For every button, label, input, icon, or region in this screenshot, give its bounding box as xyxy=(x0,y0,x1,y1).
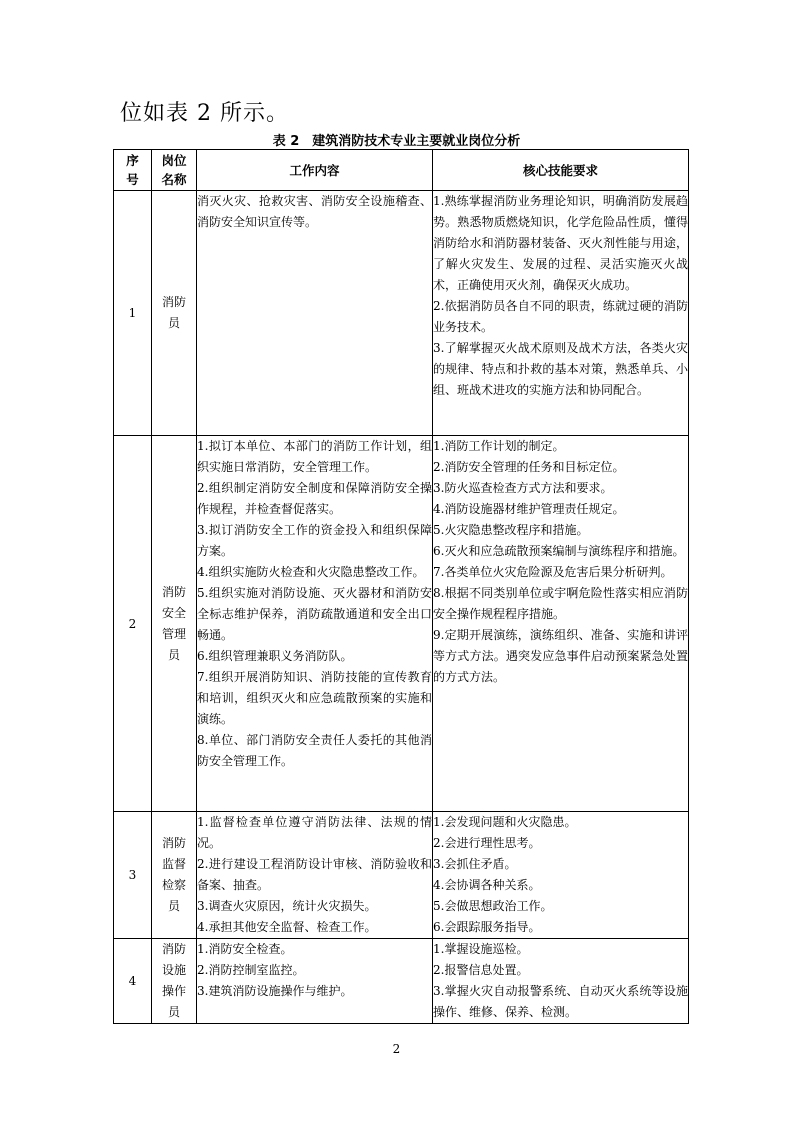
intro-text: 位如表 2 所示。 xyxy=(120,101,289,126)
position-line: 设施 xyxy=(161,963,186,977)
work-item: 4.组织实施防火检查和火灾隐患整改工作。 xyxy=(197,565,425,579)
position-line: 员 xyxy=(167,316,180,330)
header-position-line-2: 名称 xyxy=(161,172,187,187)
header-seq-line-2: 号 xyxy=(126,172,139,187)
row-position xyxy=(152,812,197,939)
header-position xyxy=(152,150,197,191)
position-line: 消防 xyxy=(161,942,186,956)
work-item: 1.拟订本单位、本部门的消防工作计划，组织实施日常消防，安全管理工作。 xyxy=(197,439,432,474)
header-skills: 核心技能要求 xyxy=(433,150,689,191)
work-item: 3.建筑消防设施操作与维护。 xyxy=(197,984,353,998)
page-number: 2 xyxy=(392,1042,401,1056)
work-item: 3.拟订消防安全工作的资金投入和组织保障方案。 xyxy=(197,523,432,558)
row-position xyxy=(152,191,197,436)
skill-item: 2.报警信息处置。 xyxy=(433,963,529,977)
table-row xyxy=(114,812,689,939)
skill-item: 6.会跟踪服务指导。 xyxy=(433,920,541,934)
row-seq: 3 xyxy=(114,812,152,939)
position-line: 检察 xyxy=(161,878,186,892)
header-work: 工作内容 xyxy=(197,150,433,191)
position-line: 监督 xyxy=(161,857,186,871)
position-line: 消防 xyxy=(161,584,186,599)
row-skills xyxy=(433,436,689,812)
work-item: 5.组织实施对消防设施、灭火器材和消防安全标志维护保养，消防疏散通道和安全出口畅通。 xyxy=(197,586,432,642)
work-item: 2.进行建设工程消防设计审核、消防验收和备案、抽查。 xyxy=(197,857,432,892)
skill-item: 1.消防工作计划的制定。 xyxy=(433,439,565,453)
skill-item: 2.消防安全管理的任务和目标定位。 xyxy=(433,460,625,474)
skill-item: 3.会抓住矛盾。 xyxy=(433,857,517,871)
table-row xyxy=(114,939,689,1024)
row-work xyxy=(197,812,433,939)
position-line: 操作 xyxy=(161,984,186,998)
work-item: 1.消防安全检查。 xyxy=(197,942,293,956)
row-work xyxy=(197,436,433,812)
table-row xyxy=(114,191,689,436)
header-seq xyxy=(114,150,152,191)
skill-item: 5.火灾隐患整改程序和措施。 xyxy=(433,523,589,537)
position-line: 员 xyxy=(167,1005,180,1019)
header-position-line-1: 岗位 xyxy=(161,153,187,168)
skill-item: 2.会进行理性思考。 xyxy=(433,836,541,850)
position-line: 消防 xyxy=(161,295,186,309)
skill-item: 1.会发现问题和火灾隐患。 xyxy=(433,815,577,829)
table-row xyxy=(114,436,689,812)
position-line: 安全 xyxy=(161,605,186,620)
skill-item: 6.灭火和应急疏散预案编制与演练程序和措施。 xyxy=(433,544,685,558)
job-analysis-table xyxy=(113,149,689,1024)
work-item: 1.监督检查单位遵守消防法律、法规的情况。 xyxy=(197,815,432,850)
skill-item: 5.会做思想政治工作。 xyxy=(433,899,553,913)
skill-item: 4.会协调各种关系。 xyxy=(433,878,541,892)
position-line: 管理 xyxy=(161,626,186,641)
row-skills xyxy=(433,939,689,1024)
skill-item: 3.防火巡查检查方式方法和要求。 xyxy=(433,481,613,495)
skill-item: 9.定期开展演练，演练组织、准备、实施和讲评等方式方法。遇突发应急事件启动预案紧急处置的方式方法。 xyxy=(433,628,688,684)
row-work xyxy=(197,191,433,436)
skill-item: 1.掌握设施巡检。 xyxy=(433,942,529,956)
row-skills xyxy=(433,812,689,939)
position-line: 消防 xyxy=(161,836,186,850)
skill-item: 7.各类单位火灾危险源及危害后果分析研判。 xyxy=(433,565,673,579)
position-line: 员 xyxy=(167,899,180,913)
work-item: 7.组织开展消防知识、消防技能的宣传教育和培训，组织灭火和应急疏散预案的实施和演练。 xyxy=(197,670,432,726)
skill-item: 4.消防设施器材维护管理责任规定。 xyxy=(433,502,625,516)
work-item: 6.组织管理兼职义务消防队。 xyxy=(197,649,353,663)
table-header-row xyxy=(114,150,689,191)
skill-item: 1.熟练掌握消防业务理论知识，明确消防发展趋势。熟悉物质燃烧知识，化学危险品性质，懂得消防给水和消防器材装备、灭火剂性能与用途，了解火灾发生、发展的过程、灵活实施灭火战术，正确使用灭火剂，确保灭火成功。 xyxy=(433,194,688,292)
row-work xyxy=(197,939,433,1024)
row-seq: 2 xyxy=(114,436,152,812)
work-item: 4.承担其他安全监督、检查工作。 xyxy=(197,920,377,934)
row-skills xyxy=(433,191,689,436)
header-seq-line-1: 序 xyxy=(126,153,139,168)
work-item: 8.单位、部门消防安全责任人委托的其他消防安全管理工作。 xyxy=(197,733,432,768)
row-seq: 1 xyxy=(114,191,152,436)
skill-item: 8.根据不同类别单位或宇啊危险性落实相应消防安全操作规程程序措施。 xyxy=(433,586,688,621)
work-item: 3.调查火灾原因，统计火灾损失。 xyxy=(197,899,377,913)
skill-item: 3.了解掌握灭火战术原则及战术方法，各类火灾的规律、特点和扑救的基本对策，熟悉单兵、小组、班战术进攻的实施方法和协同配合。 xyxy=(433,341,688,397)
work-item: 2.消防控制室监控。 xyxy=(197,963,305,977)
table-caption: 表 2 建筑消防技术专业主要就业岗位分析 xyxy=(272,134,521,149)
skill-item: 2.依据消防员各自不同的职责，练就过硬的消防业务技术。 xyxy=(433,299,688,334)
row-position xyxy=(152,436,197,812)
row-position xyxy=(152,939,197,1024)
work-item: 2.组织制定消防安全制度和保障消防安全操作规程，并检查督促落实。 xyxy=(197,481,432,516)
work-item: 消灭火灾、抢救灾害、消防安全设施稽查、消防安全知识宣传等。 xyxy=(197,194,432,229)
row-seq: 4 xyxy=(114,939,152,1024)
position-line: 员 xyxy=(167,647,180,662)
skill-item: 3.掌握火灾自动报警系统、自动灭火系统等设施操作、维修、保养、检测。 xyxy=(433,984,688,1019)
